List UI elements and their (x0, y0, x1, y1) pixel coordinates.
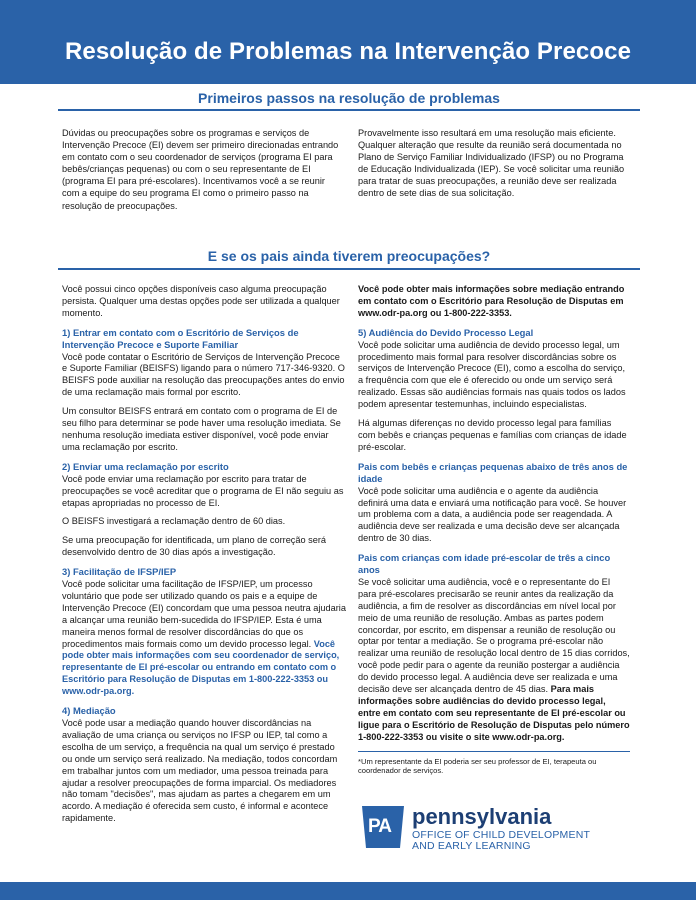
section-5-title: 5) Audiência do Devido Processo Legal (358, 326, 534, 338)
section-2-title: 2) Enviar uma reclamação por escrito (62, 460, 229, 472)
section-2-paragraph-3: Se uma preocupação for identificada, um plano de correção será desenvolvido dentro de 30 dias após a investigação. (62, 535, 327, 558)
section-2-paragraph-2: O BEISFS investigará a reclamação dentro de 60 dias. (62, 516, 286, 527)
footnote: *Um representante da EI poderia ser seu professor de EI, terapeuta ou coordenador de serviços. (358, 751, 630, 776)
section-1-paragraph-2: Um consultor BEISFS entrará em contato com o programa de EI de seu filho para determinar se pode haver uma resolução imediata. Se nenhuma resolução imediata estiver disponível, você pode enviar uma reclamação por escrito. (62, 406, 341, 452)
section-3-title: 3) Facilitação de IFSP/IEP (62, 566, 177, 578)
footer-band (0, 882, 696, 900)
logo-office (412, 830, 590, 852)
logo-office-line-2: AND EARLY LEARNING (412, 840, 531, 852)
mediation-info: Você pode obter mais informações sobre mediação entrando em contato com o Escritório para Resolução de Disputas em www.odr-pa.org ou 1-800-222-3353. (358, 284, 625, 318)
section-heading-concerns: E se os pais ainda tiverem preocupações? (58, 244, 640, 270)
section-3-text: Você pode solicitar uma facilitação de IFSP/IEP, um processo voluntário que pode ser utilizado quando os pais e a equipe de Intervenção Precoce (EI) concordam que uma pessoa neutra ajudaria a alcançar uma reunião bem-sucedida do IFSP/IEP. Esta é uma maneira menos formal de resolver discordâncias do que os procedimentos mais formais como um devido processo legal. (62, 579, 346, 649)
intro-left-text: Dúvidas ou preocupações sobre os programas e serviços de Intervenção Precoce (EI) devem ser primeiro direcionadas entrando em contato com o seu coordenador de serviços (programa EI para bebês/crianças pequenas) ou com o seu representante de EI (programa EI para pré-escolares). Incentivamos você a se reunir com a equipe do seu programa EI como o primeiro passo na resolução de preocupações. (62, 128, 339, 211)
pa-ocdel-logo (360, 804, 630, 852)
right-column (358, 284, 630, 776)
infant-subheading: Pais com bebês e crianças pequenas abaixo de três anos de idade (358, 460, 628, 484)
section-4-paragraph: Você pode usar a mediação quando houver discordâncias na avaliação de uma criança ou serviços no IFSP ou IEP, tal como a escolha de um serviço, a frequência na qual um serviço é prestado ou onde um serviço será realizado. Na mediação, todos concordam em trabalhar juntos com um mediador, uma pessoa treinada para ajudar a resolver preocupações de forma imparcial. Os mediadores não tomam "decisões", mas ajudam as partes a chegarem em um acordo. A mediação é oferecida sem custo, é informal e acontece rapidamente. (62, 718, 338, 824)
section-3-contact-info: Você pode obter mais informações com seu coordenador de serviço, representante de EI pré-escolar ou entrando em contato com o Escritório para Resolução de Disputas em 1-800-222-3353 ou www.odr-pa.org. (62, 638, 340, 697)
section-5-paragraph-1: Você pode solicitar uma audiência de devido processo legal, um procedimento mais formal para resolver discordâncias sobre os serviços de Intervenção Precoce (EI), como a escolha do serviço, a frequência com que ele é oferecido ou onde um serviço será realizado. Essas são audiências formais nas quais todos os lados podem apresentar testemunhas, incluindo especialistas. (358, 339, 626, 410)
infant-paragraph: Você pode solicitar uma audiência e o agente da audiência definirá uma data e enviará uma notificação para você. Se houver um problema com a data, a audiência pode ser reagendada. A audiência deve ser realizada e uma decisão deve ser alcançada dentro de 30 dias. (358, 485, 627, 544)
preschool-text: Se você solicitar uma audiência, você e o representante do EI para pré-escolares precisarão se reunir antes da realização da audiência, a fim de resolver as discordâncias em nível local por meio de uma reunião de resolução. Ambas as partes podem concordar, por escrito, em dispensar a reunião de resolução ou optar por tentar a mediação. Se o programa pré-escolar não realizar uma reunião de resolução local dentro de 15 dias corridos, você pode pedir para o agente da reunião postergar a audiência do devido processo legal. A audiência deve ser realizada e uma decisão deve ser alcançada dentro de 45 dias. (358, 576, 630, 695)
section-1-title: 1) Entrar em contato com o Escritório de Serviços de Intervenção Precoce e Suporte Familiar (62, 326, 299, 350)
section-5-paragraph-2: Há algumas diferenças no devido processo legal para famílias com bebês e crianças pequenas e famílias com crianças de idade pré-escolar. (358, 418, 627, 452)
left-column (62, 284, 347, 832)
logo-mark: PA (368, 816, 391, 837)
section-1-paragraph-1: Você pode contatar o Escritório de Serviços de Intervenção Precoce e Suporte Familiar (BEISFS) ligando para o número 717-346-9320. O BEISFS pode auxiliar na resolução das preocupações antes do envio de uma reclamação mais formal por escrito. (62, 351, 345, 398)
intro-right-text: Provavelmente isso resultará em uma resolução mais eficiente. Qualquer alteração que resulte da reunião será documentada no Plano de Serviço Familiar Individualizado (IFSP) ou no Programa de Educação Individualizada (IEP). Se você solicitar uma reunião para tratar de suas preocupações, a reunião deve ser realizada dentro de sete dias de sua solicitação. (358, 128, 625, 199)
preschool-contact-info: Para mais informações sobre audiências do devido processo legal, entre em contato com seu representante de EI pré-escolar ou ligue para o Escritório de Resolução de Disputas pelo número 1-800-222-3353 ou visite o site www.odr-pa.org. (358, 684, 630, 742)
page-title: Resolução de Problemas na Intervenção Precoce (64, 38, 632, 65)
subheader-first-steps: Primeiros passos na resolução de problemas (58, 86, 640, 111)
logo-name: pennsylvania (412, 804, 552, 829)
section-3-paragraph (62, 579, 347, 698)
logo-office-line-1: OFFICE OF CHILD DEVELOPMENT (412, 829, 591, 841)
preschool-subheading: Pais com crianças com idade pré-escolar de três a cinco anos (358, 552, 611, 576)
section-2-paragraph-1: Você pode enviar uma reclamação por escrito para tratar de preocupações se você acreditar que o programa de EI não seguiu as etapas apropriadas no processo de EI. (62, 473, 344, 508)
section-4-title: 4) Mediação (62, 705, 116, 717)
options-intro: Você possui cinco opções disponíveis caso alguma preocupação persista. Qualquer uma destas opções pode ser utilizada a qualquer momento. (62, 284, 340, 318)
preschool-paragraph (358, 577, 630, 744)
